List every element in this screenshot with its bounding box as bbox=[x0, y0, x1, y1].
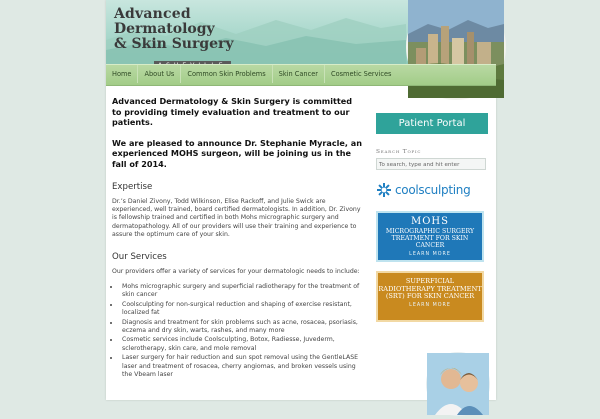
nav-item-home[interactable]: Home bbox=[106, 65, 138, 83]
search-input[interactable]: To search, type and hit enter bbox=[376, 158, 486, 170]
logo-line-2: Dermatology bbox=[114, 21, 215, 37]
services-heading: Our Services bbox=[112, 251, 167, 262]
site-header bbox=[106, 0, 496, 64]
intro-text: Advanced Dermatology & Skin Surgery is committed to providing timely evaluation and treatment to our patients. bbox=[112, 96, 353, 128]
list-item: • Laser surgery for hair reduction and sun spot removal using the GentleLASE laser and treatment of rosacea, cherry angiomas, and broken vessels using the Vbeam laser bbox=[120, 354, 364, 379]
announcement-text: We are pleased to announce Dr. Stephanie Myracle, an experienced MOHS surgeon, will be joining us in the fall of 2014. bbox=[112, 137, 363, 169]
coolsculpting-label: coolsculpting bbox=[395, 183, 471, 197]
nav-item-common-skin-problems[interactable]: Common Skin Problems bbox=[181, 65, 272, 83]
sidebar bbox=[376, 113, 491, 322]
list-item: • Coolsculpting for non-surgical reduction and shaping of exercise resistant, localized fat bbox=[120, 301, 364, 318]
logo-line-1: Advanced bbox=[114, 6, 191, 22]
nav-item-skin-cancer[interactable]: Skin Cancer bbox=[273, 65, 325, 83]
nav-item-about-us[interactable]: About Us bbox=[138, 65, 181, 83]
site-logo[interactable] bbox=[114, 7, 234, 71]
mohs-banner[interactable] bbox=[376, 211, 484, 262]
services-list bbox=[112, 283, 364, 379]
srt-banner[interactable] bbox=[376, 271, 484, 322]
list-item: • Cosmetic services include Coolsculpting, Botox, Radiesse, Juvederm, sclerotherapy, skin care, and mole removal bbox=[120, 336, 364, 353]
list-item: • Diagnosis and treatment for skin problems such as acne, rosacea, psoriasis, eczema and dry skin, warts, rashes, and many more bbox=[120, 319, 364, 336]
main-navigation bbox=[106, 64, 496, 86]
expertise-heading: Expertise bbox=[112, 181, 153, 192]
patient-portal-button[interactable]: Patient Portal bbox=[376, 113, 488, 134]
srt-subtitle: SUPERFICIAL RADIOTHERAPY TREATMENT (SRT) FOR SKIN CANCER bbox=[378, 277, 482, 301]
main-content bbox=[112, 96, 364, 380]
search-label: Search Topic bbox=[376, 149, 422, 155]
services-intro: Our providers offer a variety of services for your dermatologic needs to include: bbox=[112, 267, 360, 275]
srt-learn-more: LEARN MORE bbox=[409, 302, 451, 308]
coolsculpting-link[interactable] bbox=[376, 182, 491, 198]
mohs-title: MOHS bbox=[410, 216, 449, 227]
page-container bbox=[106, 0, 496, 400]
nav-item-cosmetic-services[interactable]: Cosmetic Services bbox=[330, 70, 392, 78]
expertise-body: Dr.’s Daniel Zivony, Todd Wilkinson, Elise Rackoff, and Julie Swick are experienced, well trained, board certified dermatologists. In addition, Dr. Zivony is fellowship trained and certified in both Mohs micrographic surgery and dermatopathology. All of our providers will use their training and experience to assure the optimum care of your skin. bbox=[112, 197, 361, 239]
coolsculpting-logo-icon bbox=[376, 182, 392, 198]
mohs-learn-more: LEARN MORE bbox=[409, 251, 451, 257]
mohs-subtitle: MICROGRAPHIC SURGERY TREATMENT FOR SKIN CANCER bbox=[385, 228, 475, 250]
logo-line-3: & Skin Surgery bbox=[114, 36, 234, 52]
list-item: • Mohs micrographic surgery and superficial radiotherapy for the treatment of skin cancer bbox=[120, 283, 364, 300]
patients-photo bbox=[426, 352, 490, 416]
